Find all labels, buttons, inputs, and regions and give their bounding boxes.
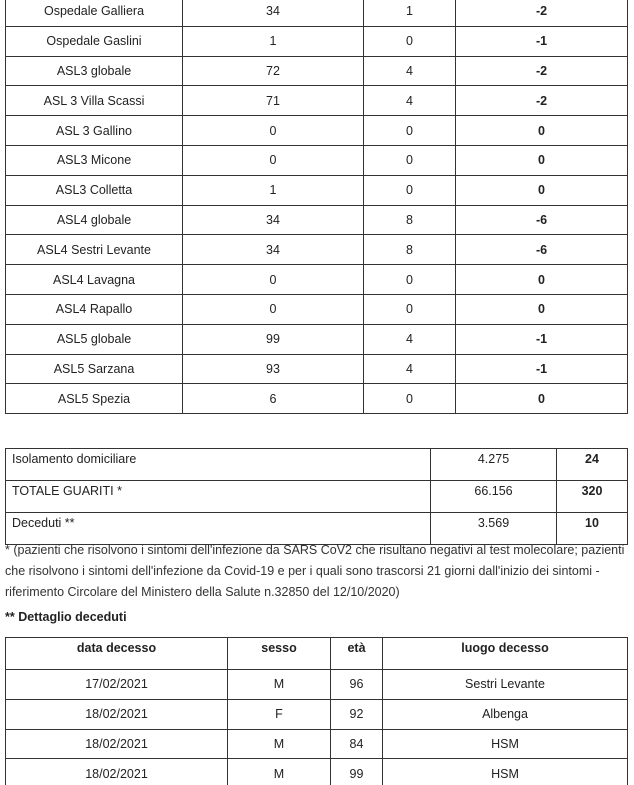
table-row	[6, 26, 628, 56]
hospital-col3: 8	[364, 205, 456, 235]
table-row	[6, 145, 628, 175]
summary-value: 3.569	[431, 513, 557, 545]
hospital-value: 72	[183, 56, 364, 86]
table-row	[6, 384, 628, 414]
table-row	[6, 294, 628, 324]
table-row	[6, 449, 628, 481]
table-header-row	[6, 638, 628, 670]
death-date: 18/02/2021	[6, 759, 228, 785]
death-place: Sestri Levante	[383, 670, 628, 700]
death-sex: M	[228, 670, 331, 700]
table-row	[6, 729, 628, 759]
death-sex: M	[228, 759, 331, 785]
table-row	[6, 235, 628, 265]
summary-value: 66.156	[431, 481, 557, 513]
hospital-col3: 0	[364, 175, 456, 205]
hospital-delta: -2	[456, 0, 628, 26]
hospital-name: Ospedale Gaslini	[6, 26, 183, 56]
death-place: HSM	[383, 759, 628, 785]
summary-value: 4.275	[431, 449, 557, 481]
death-place: Albenga	[383, 699, 628, 729]
table-row	[6, 0, 628, 26]
hospital-col3: 0	[364, 294, 456, 324]
table-row	[6, 699, 628, 729]
hospital-col3: 4	[364, 56, 456, 86]
summary-delta: 24	[557, 449, 628, 481]
hospital-delta: 0	[456, 384, 628, 414]
death-sex: F	[228, 699, 331, 729]
hospital-delta: -1	[456, 354, 628, 384]
hospital-value: 34	[183, 205, 364, 235]
hospital-value: 99	[183, 324, 364, 354]
footnote: * (pazienti che risolvono i sintomi dell'infezione da SARS CoV2 che risultano negativi al test molecolare; pazienti che risolvono i sintomi dell'infezione da Covid-19 e per i quali sono trascorsi 21 giorni dall'inizio dei sintomi - riferimento Circolare del Ministero della Salute n.32850 del 12/10/2020)	[5, 543, 625, 599]
deaths-table	[5, 637, 628, 785]
hospital-col3: 4	[364, 354, 456, 384]
hospital-col3: 4	[364, 86, 456, 116]
hospital-value: 0	[183, 294, 364, 324]
hospital-delta: -6	[456, 205, 628, 235]
hospital-delta: 0	[456, 294, 628, 324]
hospital-col3: 1	[364, 0, 456, 26]
hospital-name: Ospedale Galliera	[6, 0, 183, 26]
death-age: 84	[331, 729, 383, 759]
death-sex: M	[228, 729, 331, 759]
hospital-col3: 0	[364, 145, 456, 175]
hospital-name: ASL4 globale	[6, 205, 183, 235]
table-row	[6, 86, 628, 116]
death-date: 18/02/2021	[6, 699, 228, 729]
table-row	[6, 354, 628, 384]
hospital-col3: 0	[364, 265, 456, 295]
hospital-name: ASL5 Spezia	[6, 384, 183, 414]
hospital-delta: -2	[456, 86, 628, 116]
column-header-sex: sesso	[228, 638, 331, 670]
hospital-col3: 0	[364, 116, 456, 146]
summary-label: Deceduti **	[6, 513, 431, 545]
table-row	[6, 324, 628, 354]
hospital-value: 1	[183, 175, 364, 205]
hospital-value: 1	[183, 26, 364, 56]
table-row	[6, 265, 628, 295]
hospital-value: 34	[183, 235, 364, 265]
hospital-name: ASL4 Sestri Levante	[6, 235, 183, 265]
death-place: HSM	[383, 729, 628, 759]
hospital-name: ASL5 globale	[6, 324, 183, 354]
hospital-delta: -1	[456, 26, 628, 56]
hospital-delta: -1	[456, 324, 628, 354]
hospital-name: ASL3 Micone	[6, 145, 183, 175]
hospital-delta: -6	[456, 235, 628, 265]
hospital-name: ASL4 Rapallo	[6, 294, 183, 324]
table-row	[6, 481, 628, 513]
hospital-delta: 0	[456, 145, 628, 175]
hospital-name: ASL 3 Villa Scassi	[6, 86, 183, 116]
hospital-col3: 0	[364, 26, 456, 56]
hospital-name: ASL3 globale	[6, 56, 183, 86]
hospital-delta: 0	[456, 116, 628, 146]
death-age: 96	[331, 670, 383, 700]
table-row	[6, 205, 628, 235]
table-row	[6, 670, 628, 700]
hospital-delta: -2	[456, 56, 628, 86]
table-row	[6, 175, 628, 205]
hospital-value: 0	[183, 145, 364, 175]
hospital-value: 93	[183, 354, 364, 384]
table-row	[6, 56, 628, 86]
death-age: 92	[331, 699, 383, 729]
hospital-name: ASL4 Lavagna	[6, 265, 183, 295]
summary-label: TOTALE GUARITI *	[6, 481, 431, 513]
hospital-name: ASL5 Sarzana	[6, 354, 183, 384]
death-date: 18/02/2021	[6, 729, 228, 759]
death-date: 17/02/2021	[6, 670, 228, 700]
summary-delta: 320	[557, 481, 628, 513]
hospital-delta: 0	[456, 265, 628, 295]
hospital-value: 6	[183, 384, 364, 414]
death-age: 99	[331, 759, 383, 785]
summary-delta: 10	[557, 513, 628, 545]
summary-label: Isolamento domiciliare	[6, 449, 431, 481]
column-header-date: data decesso	[6, 638, 228, 670]
hospital-delta: 0	[456, 175, 628, 205]
column-header-age: età	[331, 638, 383, 670]
hospital-name: ASL3 Colletta	[6, 175, 183, 205]
table-row	[6, 116, 628, 146]
column-header-place: luogo decesso	[383, 638, 628, 670]
hospital-value: 34	[183, 0, 364, 26]
hospital-table	[5, 0, 628, 414]
summary-table	[5, 448, 628, 545]
hospital-value: 0	[183, 265, 364, 295]
hospital-value: 0	[183, 116, 364, 146]
table-row	[6, 759, 628, 785]
hospital-name: ASL 3 Gallino	[6, 116, 183, 146]
hospital-col3: 0	[364, 384, 456, 414]
hospital-col3: 4	[364, 324, 456, 354]
hospital-value: 71	[183, 86, 364, 116]
deaths-section-title: ** Dettaglio deceduti	[5, 610, 127, 624]
hospital-col3: 8	[364, 235, 456, 265]
